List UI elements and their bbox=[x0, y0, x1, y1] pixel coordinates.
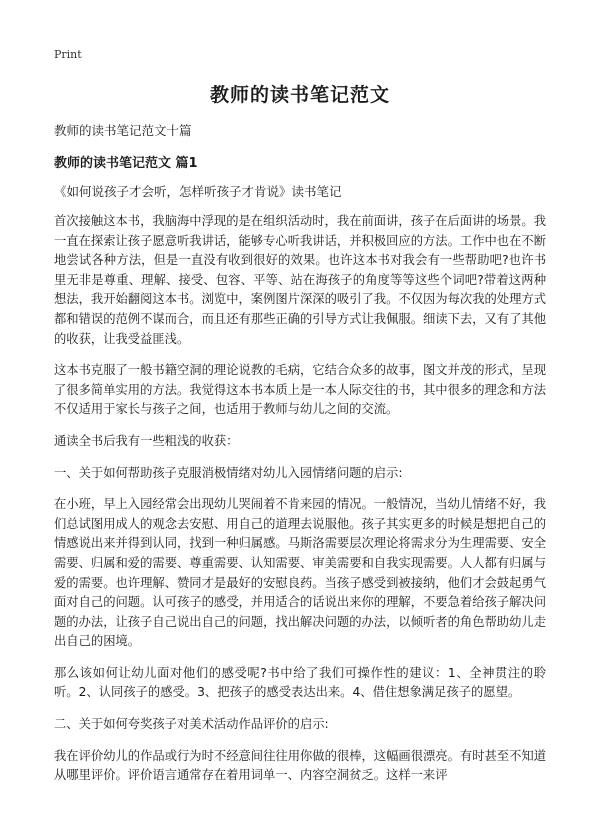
document-subtitle: 教师的读书笔记范文十篇 bbox=[54, 123, 192, 138]
subheading-praise: 二、关于如何夸奖孩子对美术活动作品评价的启示: bbox=[54, 717, 329, 732]
paragraph-suggestions: 那么该如何让幼儿面对他们的感受呢?书中给了我们可操作性的建议：1、全神贯注的聆听。2、认同孩子的感受。3、把孩子的感受表达出来。4、借住想象满足孩子的愿望。 bbox=[54, 665, 546, 700]
print-label[interactable]: Print bbox=[54, 48, 82, 61]
paragraph-takeaways-lead: 通读全书后我有一些粗浅的收获： bbox=[54, 433, 239, 448]
subheading-negative-emotions: 一、关于如何帮助孩子克服消极情绪对幼儿入园情绪问题的启示: bbox=[54, 465, 403, 480]
body-text bbox=[54, 212, 546, 798]
section-heading: 教师的读书笔记范文 篇1 bbox=[54, 156, 198, 171]
paragraph-art-evaluation: 我在评价幼儿的作品或行为时不经意间往往用你做的很棒，这幅画很漂亮。有时甚至不知道从哪里评价。评价语言通常存在着用词单一、内容空洞贫乏。这样一来评 bbox=[54, 748, 546, 783]
paragraph-book-overview: 这本书克服了一般书籍空洞的理论说教的毛病，它结合众多的故事，图文并茂的形式，呈现了很多简单实用的方法。我觉得这本书本质上是一本人际交往的书，其中很多的理念和方法不仅适用于家长与孩子之间，也适用于教师与幼儿之间的交流。 bbox=[54, 363, 546, 417]
paragraph-kindergarten-entry: 在小班，早上入园经常会出现幼儿哭闹着不肯来园的情况。一般情况，当幼儿情绪不好，我们总试图用成人的观念去安慰、用自己的道理去说服他。孩子其实更多的时候是想把自己的情感说出来并得到认同，找到一种归属感。马斯洛需要层次理论将需求分为生理需要、安全需要、归属和爱的需要、尊重需要、认知需要、审美需要和自我实现需要。人人都有归属与爱的需要。也许理解、赞同才是最好的安慰良药。当孩子感受到被接纳，他们才会鼓起勇气面对自己的问题。认可孩子的感受，并用适合的话说出来你的理解，不要急着给孩子解决问题的办法，让孩子自己说出自己的问题，找出解决问题的办法，以倾听者的角色帮助幼儿走出自己的困境。 bbox=[54, 497, 546, 649]
book-title: 《如何说孩子才会听，怎样听孩子才肯说》读书笔记 bbox=[54, 184, 342, 199]
document-title: 教师的读书笔记范文 bbox=[209, 84, 390, 106]
paragraph-intro: 首次接触这本书，我脑海中浮现的是在组织活动时，我在前面讲，孩子在后面讲的场景。我一直在探索让孩子愿意听我讲话，能够专心听我讲话，并积极回应的方法。工作中也在不断地尝试各种方法，但是一直没有收到很好的效果。也许这本书对我会有一些帮助吧?也许书里无非是尊重、理解、接受、包容、平等、站在海孩子的角度等等这些个词吧?带着这两种想法，我开始翻阅这本书。浏览中，案例图片深深的吸引了我。不仅因为每次我的处理方式都和错误的范例不谋而合，而且还有那些正确的引导方式让我佩服。细读下去，又有了其他的收获，让我受益匪浅。 bbox=[54, 214, 546, 346]
